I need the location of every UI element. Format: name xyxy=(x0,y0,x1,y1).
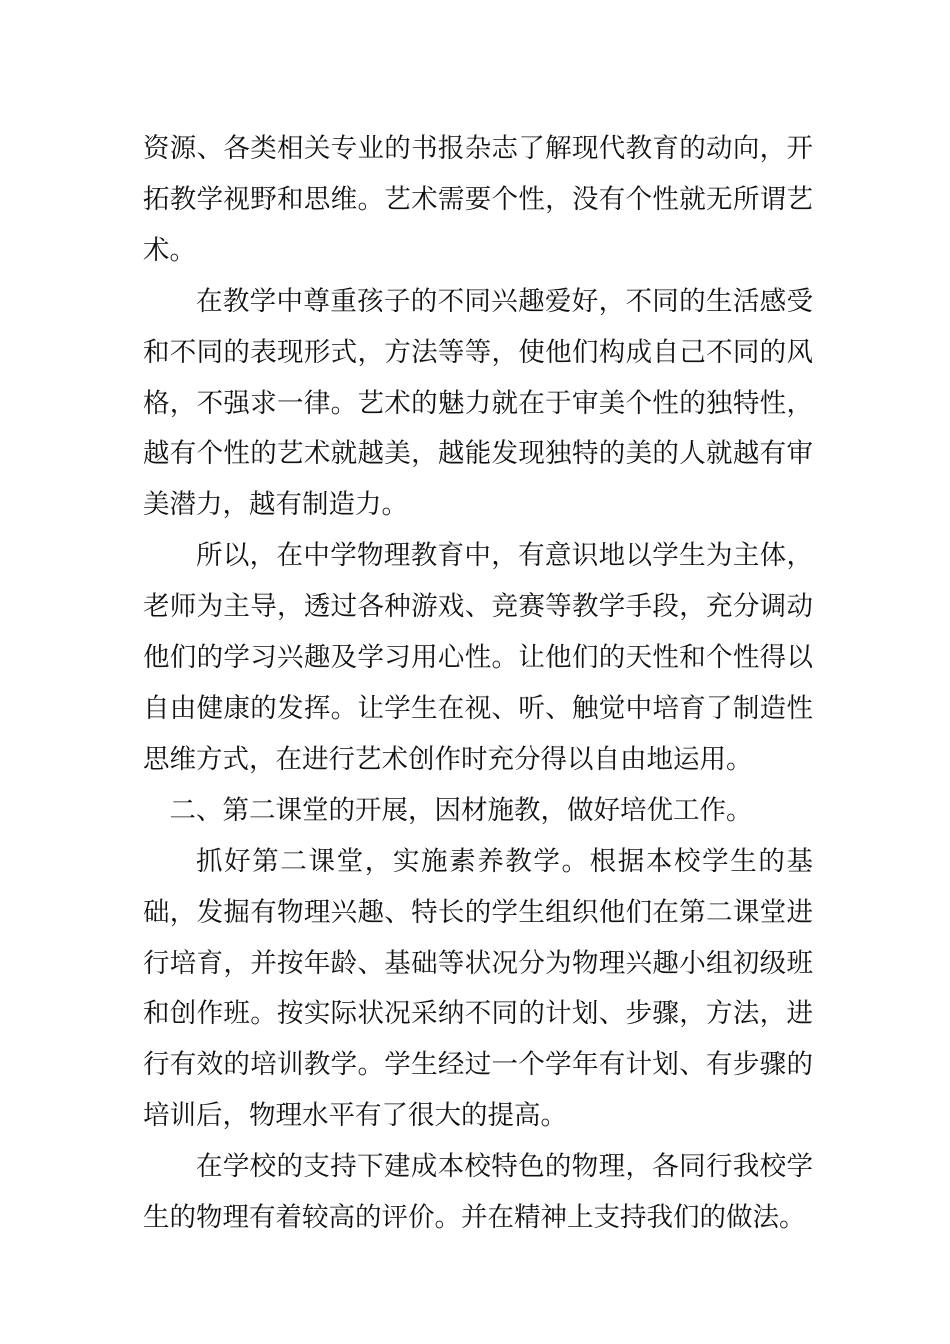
section-heading-second-classroom: 二、第二课堂的开展，因材施教，做好培优工作。 xyxy=(169,794,753,826)
paragraph-continuation: 资源、各类相关专业的书报杂志了解现代教育的动向，开拓教学视野和思维。艺术需要个性，没有个性就无所谓艺术。 xyxy=(143,133,813,266)
paragraph-student-centered: 所以，在中学物理教育中，有意识地以学生为主体，老师为主导，透过各种游戏、竞赛等教学手段，充分调动他们的学习兴趣及学习用心性。让他们的天性和个性得以自由健康的发挥。让学生在视、听、触觉中培育了制造性思维方式，在进行艺术创作时充分得以自由地运用。 xyxy=(143,540,813,775)
paragraph-respect-interests: 在教学中尊重孩子的不同兴趣爱好，不同的生活感受和不同的表现形式，方法等等，使他们构成自己不同的风格，不强求一律。艺术的魅力就在于审美个性的独特性，越有个性的艺术就越美，越能发现独特的美的人就越有审美潜力，越有制造力。 xyxy=(143,285,813,521)
paragraph-school-support: 在学校的支持下建成本校特色的物理，各同行我校学生的物理有着较高的评价。并在精神上支持我们的做法。 xyxy=(143,1151,813,1234)
document-body xyxy=(143,124,813,1244)
paragraph-second-classroom: 抓好第二课堂，实施素养教学。根据本校学生的基础，发掘有物理兴趣、特长的学生组织他们在第二课堂进行培育，并按年龄、基础等状况分为物理兴趣小组初级班和创作班。按实际状况采纳不同的计划、步骤，方法，进行有效的培训教学。学生经过一个学年有计划、有步骤的培训后，物理水平有了很大的提高。 xyxy=(143,845,813,1132)
